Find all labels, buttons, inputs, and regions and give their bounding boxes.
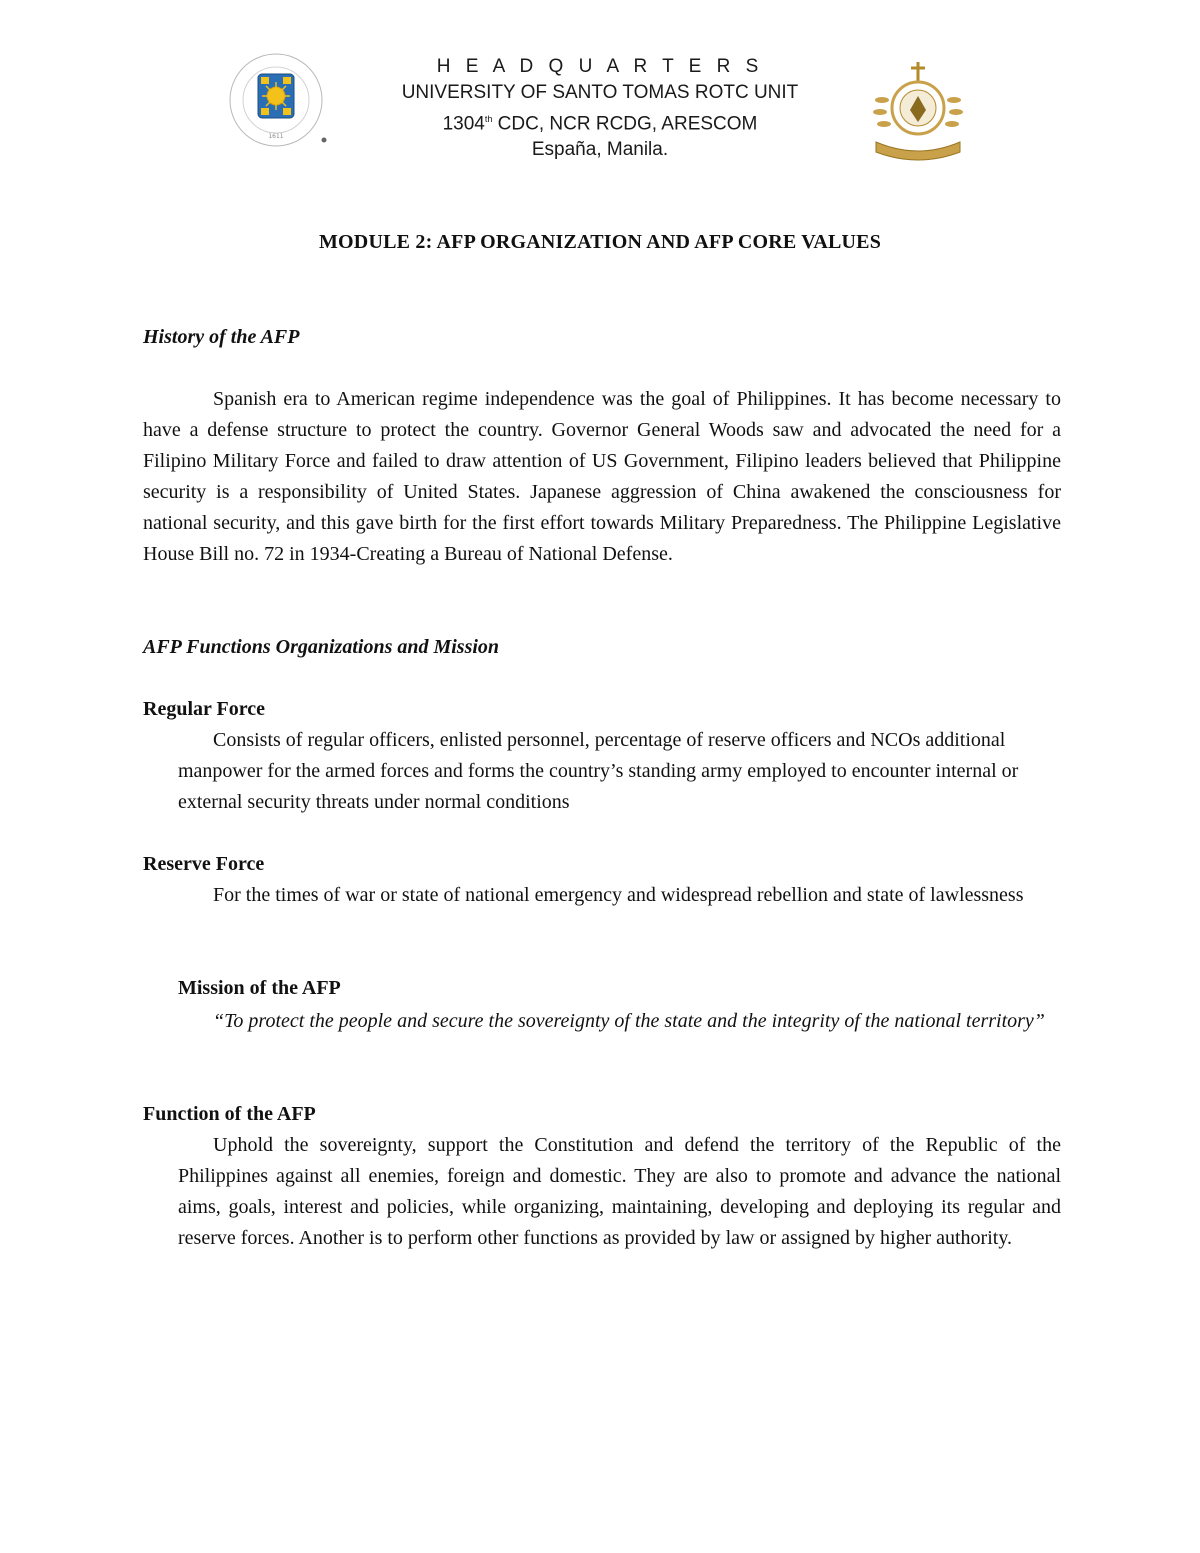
history-heading: History of the AFP [143,326,300,348]
functions-heading: AFP Functions Organizations and Mission [143,636,500,658]
letterhead [0,54,1200,163]
reserve-force-body: For the times of war or state of national emergency and widespread rebellion and state of lawlessness [213,884,1024,906]
svg-text:1611: 1611 [268,133,284,140]
regular-force-body: Consists of regular officers, enlisted personnel, percentage of reserve officers and NCOs additional manpower for the armed forces and forms the country’s standing army employed to encounter internal or external security threats under normal conditions [178,729,1019,813]
module-title: MODULE 2: AFP ORGANIZATION AND AFP CORE VALUES [318,231,882,253]
location-line: España, Manila. [531,139,669,161]
unit-name: UNIVERSITY OF SANTO TOMAS ROTC UNIT [401,82,799,103]
rotc-emblem-logo [866,60,970,168]
command-line: 1304th CDC, NCR RCDG, ARESCOM [442,113,758,135]
function-heading: Function of the AFP [143,1103,316,1125]
headquarters-label: H E A D Q U A R T E R S [436,56,764,77]
function-body: Uphold the sovereignty, support the Constitution and defend the territory of the Republic of the Philippines against all enemies, foreign and domestic. They are also to promote and advance the national aims, goals, interest and policies, while organizing, maintaining, developing and deploying its regular and reserve forces. Another is to perform other functions as provided by law or assigned by higher authority. [178,1134,1061,1249]
history-paragraph: Spanish era to American regime independence was the goal of Philippines. It has become necessary to have a defense structure to protect the country. Governor General Woods saw and advocated the need for a Filipino Military Force and failed to draw attention of US Government, Filipino leaders believed that Philippine security is a responsibility of United States. Japanese aggression of China awakened the consciousness for national security, and this gave birth for the first effort towards Military Preparedness. The Philippine Legislative House Bill no. 72 in 1934-Creating a Bureau of National Defense. [143,388,1061,565]
mission-heading: Mission of the AFP [178,977,341,999]
regular-force-heading: Regular Force [143,698,266,720]
reserve-force-heading: Reserve Force [143,853,265,875]
mission-body: “To protect the people and secure the sovereignty of the state and the integrity of the national territory” [213,1010,1045,1032]
